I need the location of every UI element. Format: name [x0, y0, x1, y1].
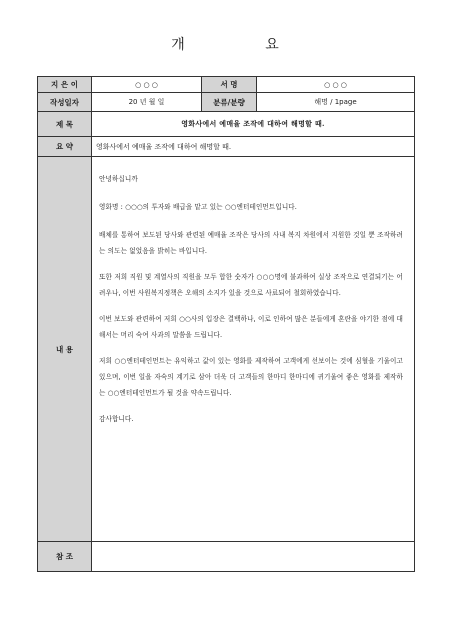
content-paragraph: 안녕하십니까: [99, 175, 138, 183]
content-row: [38, 157, 415, 542]
content-paragraph: 이번 보도와 관련하여 저희 ○○사의 입장은 결백하나, 이로 인하여 많은 분들에게 혼란을 야기한 점에 대해서는 머리 숙여 사과의 말씀을 드립니다.: [99, 315, 403, 339]
reference-row: [38, 542, 415, 572]
reference-value: [92, 542, 415, 572]
date-row: [38, 93, 415, 112]
category-value: 해명 / 1page: [257, 93, 415, 112]
subject-row: [38, 112, 415, 137]
summary-label: 요 약: [38, 137, 92, 157]
reference-label: 참 조: [38, 542, 92, 572]
signature-label: 서 명: [202, 77, 257, 93]
subject-value: 영화사에서 예매율 조작에 대하여 해명할 때.: [92, 112, 415, 137]
content-paragraph: 영화명 : ○○○의 투자와 배급을 맡고 있는 ○○엔터테인먼트입니다.: [99, 203, 297, 211]
content-paragraph: 저희 ○○엔터테인먼트는 유익하고 값이 있는 영화를 제작하여 고객에게 선보이는 것에 심혈을 기울이고 있으며, 이번 일을 자숙의 계기로 삼아 더욱 더 고객들의 한마디 한마디에 귀기울여 좋은 영화를 제작하는 ○○엔터테인먼트가 될 것을 약속드립니다.: [99, 357, 403, 397]
signature-value: ○ ○ ○: [257, 77, 415, 93]
category-label: 분류/분량: [202, 93, 257, 112]
summary-value: 영화사에서 예매율 조작에 대하여 해명할 때.: [92, 137, 415, 157]
subject-label: 제 목: [38, 112, 92, 137]
content-paragraph: 또한 저희 직원 및 계열사의 직원을 모두 합한 숫자가 ○○○명에 불과하여 실상 조작으로 연결되기는 어려우나, 이번 사원복지정책은 오해의 소지가 있을 것으로 사료되어 철회하였습니다.: [99, 273, 403, 297]
document-title: 개 요: [171, 37, 317, 53]
date-value: 20 년 월 일: [92, 93, 202, 112]
content-body: [92, 157, 415, 542]
summary-row: [38, 137, 415, 157]
content-label: 내 용: [38, 157, 92, 542]
author-label: 지 은 이: [38, 77, 92, 93]
content-paragraph: 감사합니다.: [99, 415, 134, 423]
summary-form-table: [37, 76, 415, 572]
author-row: [38, 77, 415, 93]
date-label: 작성일자: [38, 93, 92, 112]
content-paragraph: 배체를 통하여 보도된 당사와 관련된 예매율 조작은 당사의 사내 복지 차원에서 지원한 것일 뿐 조작하려는 의도는 없었음을 밝히는 바입니다.: [99, 231, 403, 255]
author-value: ○ ○ ○: [92, 77, 202, 93]
